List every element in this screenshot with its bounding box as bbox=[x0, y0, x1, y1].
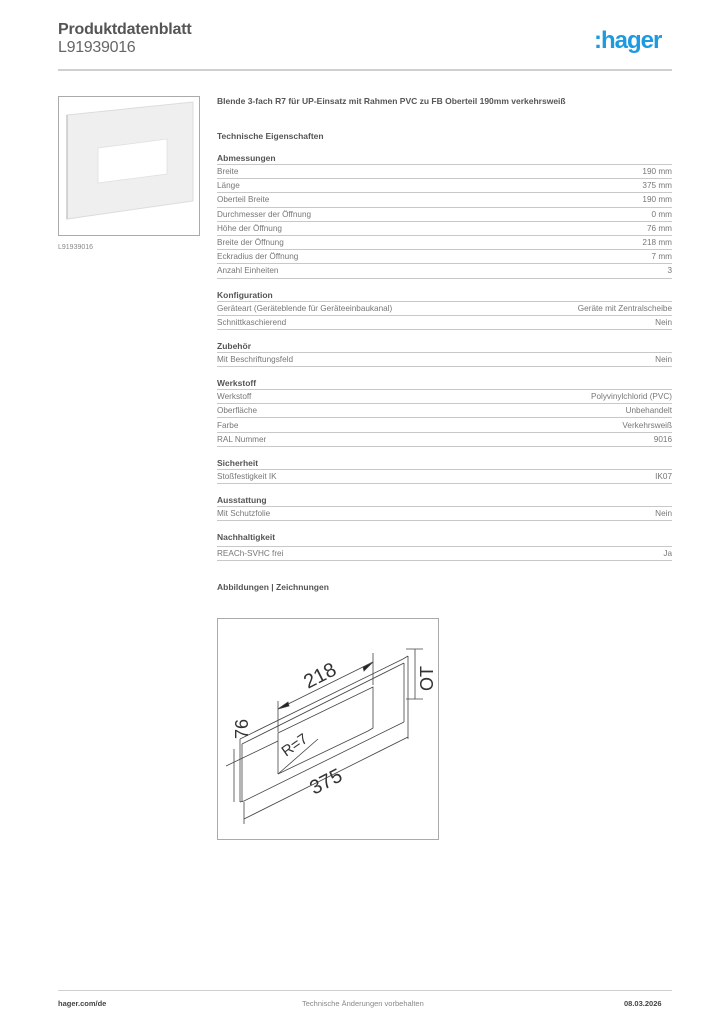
row-value: 218 mm bbox=[642, 238, 672, 248]
table-row bbox=[217, 547, 672, 561]
row-label: Mit Beschriftungsfeld bbox=[217, 354, 293, 364]
dimension-218: 218 bbox=[300, 658, 341, 694]
radius-label: R=7 bbox=[278, 730, 312, 761]
table-row bbox=[217, 470, 672, 484]
section-title: Zubehör bbox=[217, 340, 672, 353]
row-value: 76 mm bbox=[646, 223, 672, 233]
top-part-label: OT bbox=[417, 666, 437, 691]
row-label: Breite der Öffnung bbox=[217, 238, 284, 248]
row-value: 9016 bbox=[653, 434, 672, 444]
footer-website-link[interactable]: hager.com/de bbox=[58, 999, 107, 1008]
row-value: Polyvinylchlorid (PVC) bbox=[591, 392, 672, 402]
row-label: Farbe bbox=[217, 420, 239, 430]
row-value: Verkehrsweiß bbox=[622, 420, 672, 430]
table-row bbox=[217, 433, 672, 447]
row-label: Eckradius der Öffnung bbox=[217, 252, 299, 262]
section-title: Nachhaltigkeit bbox=[217, 531, 672, 547]
footer-disclaimer: Technische Änderungen vorbehalten bbox=[302, 999, 424, 1008]
section-sicherheit bbox=[217, 457, 672, 484]
row-value: 190 mm bbox=[642, 167, 672, 177]
row-label: Höhe der Öffnung bbox=[217, 223, 282, 233]
header-product-code: L91939016 bbox=[58, 39, 136, 56]
table-row bbox=[217, 236, 672, 250]
row-label: Schnittkaschierend bbox=[217, 317, 287, 327]
section-ausstattung bbox=[217, 494, 672, 521]
table-row bbox=[217, 302, 672, 316]
row-label: Durchmesser der Öffnung bbox=[217, 209, 312, 219]
footer-date: 08.03.2026 bbox=[624, 999, 662, 1008]
section-abmessungen bbox=[217, 152, 672, 279]
header-divider bbox=[58, 69, 672, 71]
table-row bbox=[217, 264, 672, 278]
table-row bbox=[217, 208, 672, 222]
table-row bbox=[217, 316, 672, 330]
row-label: Länge bbox=[217, 181, 240, 191]
section-konfiguration bbox=[217, 289, 672, 330]
header-title: Produktdatenblatt bbox=[58, 21, 192, 38]
table-row bbox=[217, 165, 672, 179]
technical-drawing bbox=[217, 618, 439, 840]
section-title: Abmessungen bbox=[217, 152, 672, 165]
row-label: REACh-SVHC frei bbox=[217, 549, 284, 559]
footer-divider bbox=[58, 990, 672, 991]
table-row bbox=[217, 250, 672, 264]
table-row bbox=[217, 179, 672, 193]
row-label: RAL Nummer bbox=[217, 434, 267, 444]
dimension-76: 76 bbox=[232, 718, 252, 739]
row-value: 0 mm bbox=[651, 209, 672, 219]
figures-heading: Abbildungen | Zeichnungen bbox=[217, 582, 329, 593]
row-label: Stoßfestigkeit IK bbox=[217, 471, 277, 481]
row-value: 7 mm bbox=[651, 252, 672, 262]
technical-heading: Technische Eigenschaften bbox=[217, 131, 324, 141]
cover-plate-image bbox=[59, 97, 199, 235]
row-label: Oberfläche bbox=[217, 406, 258, 416]
row-value: 190 mm bbox=[642, 195, 672, 205]
row-label: Oberteil Breite bbox=[217, 195, 270, 205]
product-title: Blende 3-fach R7 für UP-Einsatz mit Rahmen PVC zu FB Oberteil 190mm verkehrsweiß bbox=[217, 96, 566, 106]
table-row bbox=[217, 193, 672, 207]
row-value: Geräte mit Zentralscheibe bbox=[577, 303, 672, 313]
row-value: Unbehandelt bbox=[625, 406, 672, 416]
table-row bbox=[217, 404, 672, 418]
table-row bbox=[217, 390, 672, 404]
row-value: Ja bbox=[663, 549, 672, 559]
section-title: Werkstoff bbox=[217, 377, 672, 390]
section-title: Sicherheit bbox=[217, 457, 672, 470]
row-value: IK07 bbox=[655, 471, 672, 481]
section-nachhaltigkeit bbox=[217, 531, 672, 561]
row-label: Anzahl Einheiten bbox=[217, 266, 279, 276]
row-label: Mit Schutzfolie bbox=[217, 509, 271, 519]
row-label: Breite bbox=[217, 167, 239, 177]
product-thumbnail bbox=[58, 96, 200, 236]
table-row bbox=[217, 418, 672, 432]
row-value: Nein bbox=[655, 509, 672, 519]
product-content bbox=[217, 95, 672, 593]
hager-logo: :hager bbox=[594, 27, 662, 54]
table-row bbox=[217, 353, 672, 367]
table-row bbox=[217, 507, 672, 521]
row-label: Geräteart (Geräteblende für Geräteeinbaukanal) bbox=[217, 303, 393, 313]
section-title: Ausstattung bbox=[217, 494, 672, 507]
section-title: Konfiguration bbox=[217, 289, 672, 302]
row-value: 375 mm bbox=[642, 181, 672, 191]
dimension-375: 375 bbox=[306, 764, 347, 800]
row-value: Nein bbox=[655, 354, 672, 364]
row-value: Nein bbox=[655, 317, 672, 327]
dimension-drawing bbox=[218, 619, 438, 839]
row-value: 3 bbox=[667, 266, 672, 276]
thumbnail-caption: L91939016 bbox=[58, 244, 94, 251]
table-row bbox=[217, 222, 672, 236]
section-zubehoer bbox=[217, 340, 672, 367]
row-label: Werkstoff bbox=[217, 392, 252, 402]
section-werkstoff bbox=[217, 377, 672, 447]
